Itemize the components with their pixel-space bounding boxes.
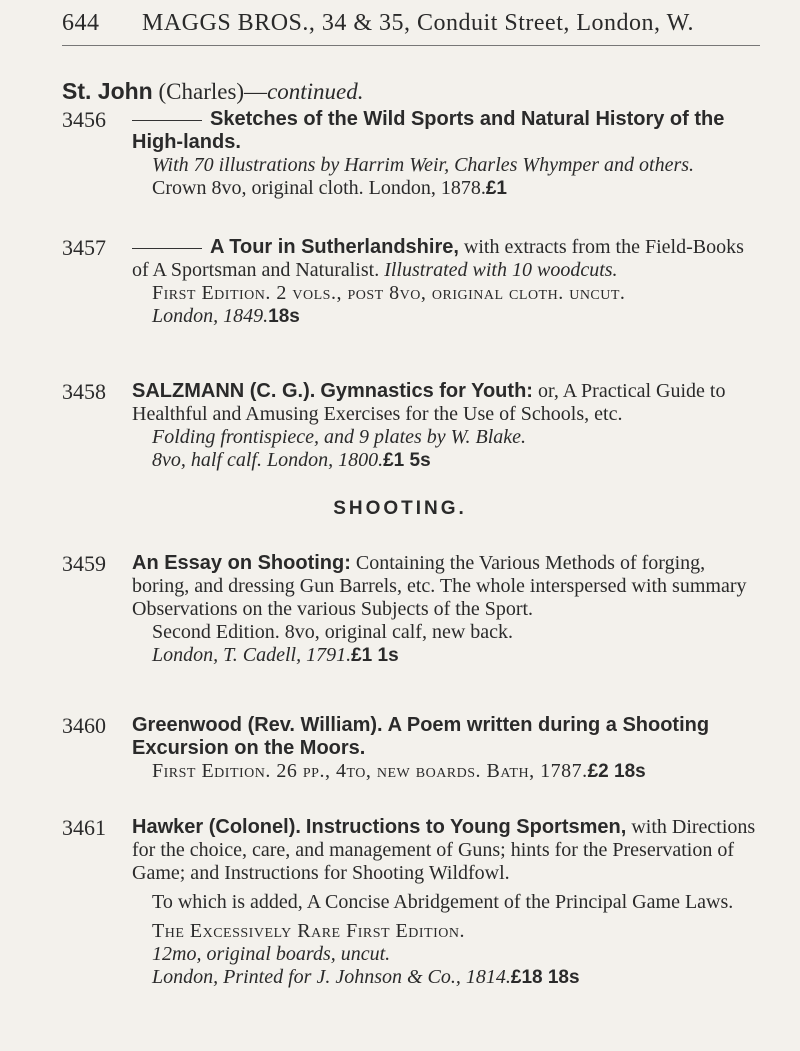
entry-subtitle: or, A Practical Guide to Healthful and Amusing Exercises for the Use of Schools, etc. (132, 380, 726, 425)
entry-title: Instructions to Young Sportsmen, (305, 816, 627, 838)
entry-details: Illustrated with 10 woodcuts. (384, 259, 618, 281)
entry-price: 18s (268, 306, 300, 327)
entry-3460 (62, 714, 760, 783)
entry-3461 (62, 816, 760, 989)
entry-price: £1 5s (383, 450, 431, 471)
lot-number: 3459 (62, 551, 106, 576)
lot-number: 3458 (62, 379, 106, 404)
entry-edition: Second Edition. 8vo, original calf, new back. (152, 621, 514, 643)
entry-3459 (62, 552, 760, 667)
entry-subtitle: Containing the Various Methods of forging, boring, and dressing Gun Barrels, etc. The whole interspersed with summary Observations on the various Subjects of the Sport. (132, 552, 747, 620)
entry-imprint: London, Printed for J. Johnson & Co., 1814. (152, 966, 511, 988)
entry-subtitle: with extracts from the Field-Books of A Sportsman and Naturalist. (132, 236, 744, 281)
entry-details: Folding frontispiece, and 9 plates by W. Blake. (152, 426, 527, 448)
lot-number: 3461 (62, 815, 106, 840)
heading-continued: continued. (267, 79, 364, 104)
entry-title: An Essay on Shooting: (132, 552, 351, 574)
entry-edition: First Edition. 2 vols., post 8vo, original cloth. uncut. (152, 282, 626, 304)
entry-title: A Tour in Sutherlandshire, (210, 236, 459, 258)
entry-price: £1 (485, 178, 507, 199)
entry-price: £18 18s (510, 967, 580, 988)
entry-edition: 8vo, half calf. London, 1800. (152, 449, 384, 471)
entry-details: With 70 illustrations by Harrim Weir, Charles Whymper and others. (152, 154, 695, 176)
section-title: SHOOTING. (333, 498, 467, 519)
entry-price: £2 18s (587, 761, 646, 782)
entry-3456 (62, 108, 760, 200)
lot-number: 3456 (62, 107, 106, 132)
entry-3457 (62, 236, 760, 328)
heading-name: (Charles)— (158, 79, 268, 104)
entry-title: Gymnastics for Youth: (320, 380, 533, 402)
author-heading (62, 78, 364, 105)
entry-format: 12mo, original boards, uncut. (152, 943, 391, 965)
entry-title: Sketches of the Wild Sports and Natural History of the High-lands. (132, 108, 725, 153)
ditto-dash (132, 120, 202, 121)
page-header (62, 10, 760, 46)
lot-number: 3460 (62, 713, 106, 738)
ditto-dash (132, 248, 202, 249)
publisher-line: MAGGS BROS., 34 & 35, Conduit Street, London, W. (142, 10, 695, 36)
entry-author: Greenwood (Rev. William). (132, 714, 383, 736)
entry-author: Hawker (Colonel). (132, 816, 301, 838)
entry-3458 (62, 380, 760, 472)
entry-edition: Crown 8vo, original cloth. London, 1878. (152, 177, 486, 199)
lot-number: 3457 (62, 235, 106, 260)
entry-edition: First Edition. 26 pp., 4to, new boards. Bath, 1787. (152, 760, 588, 782)
entry-imprint: London, 1849. (152, 305, 269, 327)
entry-edition: The Excessively Rare First Edition. (152, 920, 465, 942)
entry-subtitle: with Directions for the choice, care, and management of Guns; hints for the Preservation of Game; and Instructions for Shooting Wildfowl. (132, 816, 756, 884)
entry-price: £1 1s (351, 645, 399, 666)
entry-author: SALZMANN (C. G.). (132, 380, 316, 402)
page-number: 644 (62, 10, 100, 36)
heading-author: St. John (62, 78, 153, 104)
entry-imprint: London, T. Cadell, 1791. (152, 644, 352, 666)
entry-title: A Poem written during a Shooting Excursion on the Moors. (132, 714, 710, 759)
entry-note: To which is added, A Concise Abridgement of the Principal Game Laws. (152, 891, 734, 913)
